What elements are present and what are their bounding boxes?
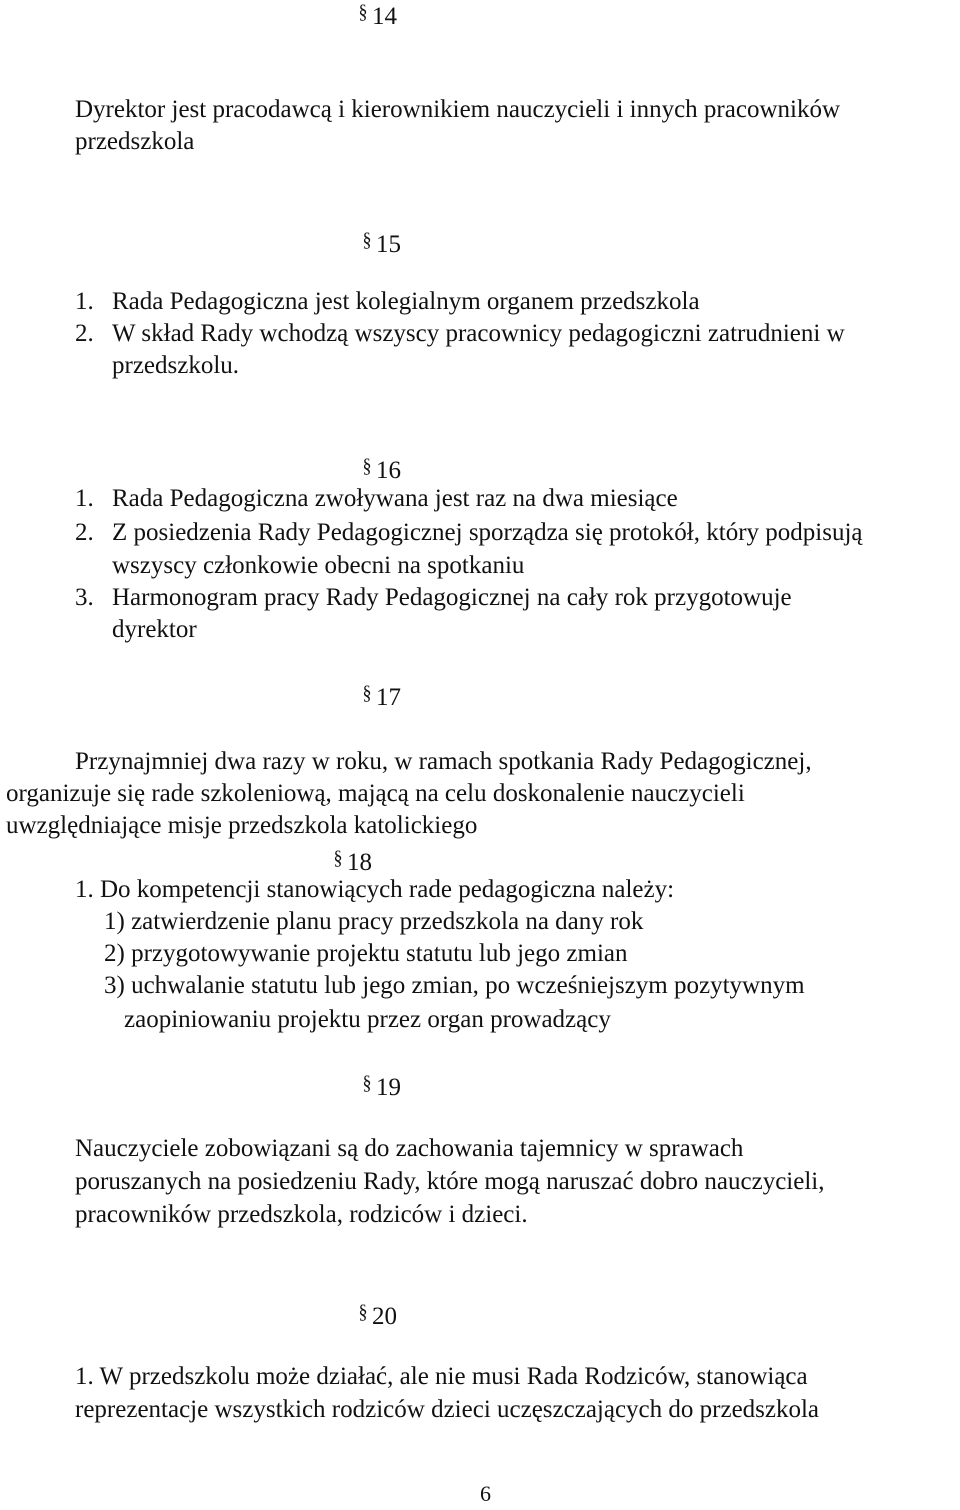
list-item-continuation: wszyscy członkowie obecni na spotkaniu bbox=[112, 552, 525, 579]
list-item-number: 2. bbox=[75, 519, 94, 546]
list-item-continuation: dyrektor bbox=[112, 616, 197, 643]
section-symbol: § bbox=[362, 229, 372, 251]
paragraph-line: 1. W przedszkolu może działać, ale nie musi Rada Rodziców, stanowiąca bbox=[75, 1363, 808, 1390]
section-heading-14 bbox=[358, 0, 397, 33]
list-item-number: 1. bbox=[75, 485, 94, 512]
paragraph-line: uwzględniające misje przedszkola katolickiego bbox=[6, 812, 478, 839]
section-symbol: § bbox=[358, 1301, 368, 1323]
paragraph-line: reprezentacje wszystkich rodziców dzieci uczęszczających do przedszkola bbox=[75, 1396, 820, 1423]
section-symbol: § bbox=[358, 1, 368, 23]
section-heading-19 bbox=[362, 1067, 401, 1104]
list-item-number: 3. bbox=[75, 584, 94, 611]
section-symbol: § bbox=[362, 682, 372, 704]
section-heading-16 bbox=[362, 450, 401, 487]
paragraph-line: Przynajmniej dwa razy w roku, w ramach spotkania Rady Pedagogicznej, bbox=[75, 748, 812, 775]
section-symbol: § bbox=[333, 847, 343, 869]
page-number: 6 bbox=[480, 1481, 491, 1506]
list-item-number: 2. bbox=[75, 320, 94, 347]
section-number: 15 bbox=[376, 231, 401, 258]
list-item: 1) zatwierdzenie planu pracy przedszkola na dany rok bbox=[104, 908, 644, 935]
section-symbol: § bbox=[362, 1072, 372, 1094]
section-number: 19 bbox=[376, 1074, 401, 1101]
list-item-text: Rada Pedagogiczna zwoływana jest raz na dwa miesiące bbox=[112, 485, 678, 512]
paragraph-line: organizuje się rade szkoleniową, mającą na celu doskonalenie nauczycieli bbox=[6, 780, 745, 807]
list-item-continuation: przedszkolu. bbox=[112, 352, 240, 379]
section-heading-17 bbox=[362, 677, 401, 714]
list-intro: 1. Do kompetencji stanowiących rade pedagogiczna należy: bbox=[75, 876, 675, 903]
list-item: 3) uchwalanie statutu lub jego zmian, po wcześniejszym pozytywnym bbox=[104, 972, 805, 999]
list-item-text: W skład Rady wchodzą wszyscy pracownicy pedagogiczni zatrudnieni w bbox=[112, 320, 845, 347]
paragraph-line: poruszanych na posiedzeniu Rady, które mogą naruszać dobro nauczycieli, bbox=[75, 1168, 825, 1195]
section-number: 14 bbox=[372, 3, 397, 30]
paragraph-line: pracowników przedszkola, rodziców i dzieci. bbox=[75, 1201, 528, 1228]
section-number: 16 bbox=[376, 457, 401, 484]
list-item: 2) przygotowywanie projektu statutu lub jego zmian bbox=[104, 940, 628, 967]
paragraph-line: Dyrektor jest pracodawcą i kierownikiem nauczycieli i innych pracowników bbox=[75, 96, 841, 123]
list-item-text: Harmonogram pracy Rady Pedagogicznej na cały rok przygotowuje bbox=[112, 584, 792, 611]
section-number: 17 bbox=[376, 684, 401, 711]
paragraph-line: Nauczyciele zobowiązani są do zachowania tajemnicy w sprawach bbox=[75, 1135, 744, 1162]
paragraph-line: przedszkola bbox=[75, 128, 195, 155]
list-item-number: 1. bbox=[75, 288, 94, 315]
section-number: 20 bbox=[372, 1303, 397, 1330]
list-item-text: Z posiedzenia Rady Pedagogicznej sporządza się protokół, który podpisują bbox=[112, 519, 863, 546]
list-item-text: Rada Pedagogiczna jest kolegialnym organem przedszkola bbox=[112, 288, 700, 315]
section-symbol: § bbox=[362, 455, 372, 477]
list-item-continuation: zaopiniowaniu projektu przez organ prowadzący bbox=[124, 1006, 611, 1033]
section-heading-20 bbox=[358, 1296, 397, 1333]
section-heading-15 bbox=[362, 224, 401, 261]
section-number: 18 bbox=[347, 849, 372, 876]
